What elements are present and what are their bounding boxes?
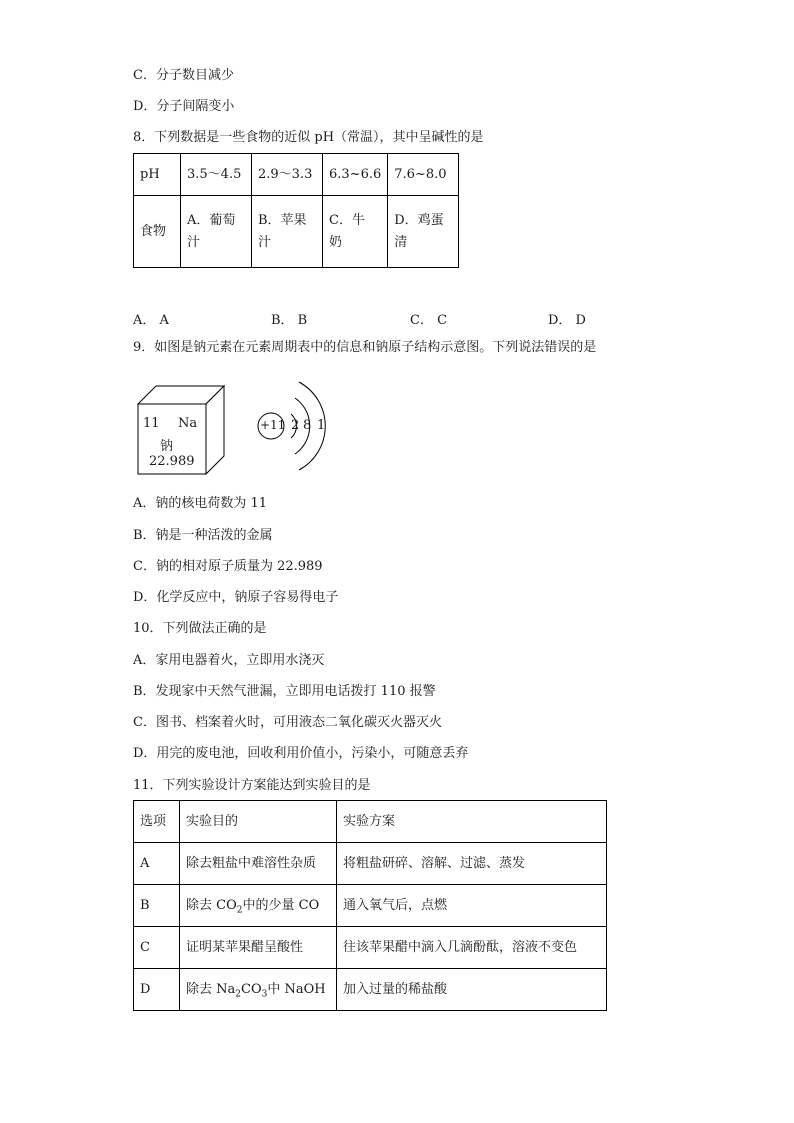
q10-option-a: A．家用电器着火，立即用水浇灭 [133, 653, 325, 668]
goal-text: 除去 Na [186, 981, 236, 997]
table-cell: 将粗盐研碎、溶解、过滤、蒸发 [337, 843, 607, 885]
cell-line: 汁 [187, 234, 201, 250]
table-cell: 除去粗盐中难溶性杂质 [180, 843, 337, 885]
shell-electrons-2: 8 [303, 418, 312, 433]
table-cell: 通入氧气后，点燃 [337, 885, 607, 927]
table-cell: 3.5～4.5 [181, 154, 252, 196]
shell-electrons-1: 2 [291, 418, 300, 433]
cell-line: 汁 [258, 234, 272, 250]
goal-text: 中的少量 CO [242, 897, 320, 913]
table-cell [388, 196, 459, 268]
table-row [134, 885, 607, 927]
goal-text: CO [241, 981, 262, 997]
q8-option-c: C． C [410, 313, 448, 328]
q10-option-d: D．用完的废电池，回收利用价值小，污染小，可随意丢弃 [133, 746, 469, 761]
q9-option-d: D．化学反应中，钠原子容易得电子 [133, 590, 339, 605]
goal-text: 中 NaOH [267, 981, 326, 997]
q10-stem: 10．下列做法正确的是 [133, 621, 267, 636]
table-cell: A [134, 843, 180, 885]
atomic-number: 11 [143, 416, 160, 431]
table-row [134, 154, 459, 196]
q8-option-d: D． D [548, 313, 586, 328]
table-header-cell: 实验目的 [180, 801, 337, 843]
cell-line: B．苹果 [258, 212, 307, 228]
cell-line: 奶 [329, 234, 343, 250]
q9-stem: 9．如图是钠元素在元素周期表中的信息和钠原子结构示意图。下列说法错误的是 [133, 340, 597, 355]
q11-experiment-table [133, 800, 607, 1011]
q9-option-c: C．钠的相对原子质量为 22.989 [133, 559, 323, 574]
q10-option-b: B．发现家中天然气泄漏，立即用电话拨打 110 报警 [133, 684, 436, 699]
nucleus-charge: +11 [260, 418, 286, 432]
table-cell: 2.9～3.3 [252, 154, 323, 196]
table-cell: D [134, 969, 180, 1011]
table-header-cell: 实验方案 [337, 801, 607, 843]
table-cell: 加入过量的稀盐酸 [337, 969, 607, 1011]
table-row [134, 927, 607, 969]
subscript: 2 [235, 989, 241, 1000]
cell-line: C．牛 [329, 212, 365, 228]
table-cell: 7.6~8.0 [388, 154, 459, 196]
cell-line: 清 [394, 234, 408, 250]
q11-stem: 11．下列实验设计方案能达到实验目的是 [133, 778, 371, 793]
subscript: 2 [236, 905, 243, 916]
q9-option-a: A．钠的核电荷数为 11 [133, 496, 268, 511]
table-cell [181, 196, 252, 268]
q7-option-d: D．分子间隔变小 [133, 99, 235, 114]
table-cell: C [134, 927, 180, 969]
q8-option-a: A． A [133, 313, 169, 328]
q8-stem: 8．下列数据是一些食物的近似 pH（常温），其中呈碱性的是 [133, 130, 484, 145]
q8-option-b: B． B [271, 313, 308, 328]
table-cell: pH [134, 154, 181, 196]
table-cell: 食物 [134, 196, 181, 268]
q7-option-c: C．分子数目减少 [133, 68, 234, 83]
element-symbol: Na [178, 416, 198, 431]
table-header-cell: 选项 [134, 801, 180, 843]
cell-line: D．鸡蛋 [394, 212, 444, 228]
q9-option-b: B．钠是一种活泼的金属 [133, 528, 273, 543]
table-cell [180, 969, 337, 1011]
table-header-row [134, 801, 607, 843]
table-cell [180, 885, 337, 927]
q8-ph-table [133, 153, 459, 268]
table-row [134, 196, 459, 268]
table-cell: 6.3~6.6 [323, 154, 388, 196]
atomic-mass: 22.989 [149, 454, 195, 469]
table-row [134, 843, 607, 885]
cell-line: A．葡萄 [187, 212, 236, 228]
goal-text: 除去 CO [186, 897, 237, 913]
table-cell: 证明某苹果醋呈酸性 [180, 927, 337, 969]
q10-option-c: C．图书、档案着火时，可用液态二氧化碳灭火器灭火 [133, 715, 442, 730]
table-cell [323, 196, 388, 268]
table-cell: 往该苹果醋中滴入几滴酚酞，溶液不变色 [337, 927, 607, 969]
table-row [134, 969, 607, 1011]
subscript: 3 [261, 989, 268, 1000]
element-name: 钠 [160, 439, 174, 454]
table-cell [252, 196, 323, 268]
table-cell: B [134, 885, 180, 927]
shell-electrons-3: 1 [317, 418, 326, 433]
